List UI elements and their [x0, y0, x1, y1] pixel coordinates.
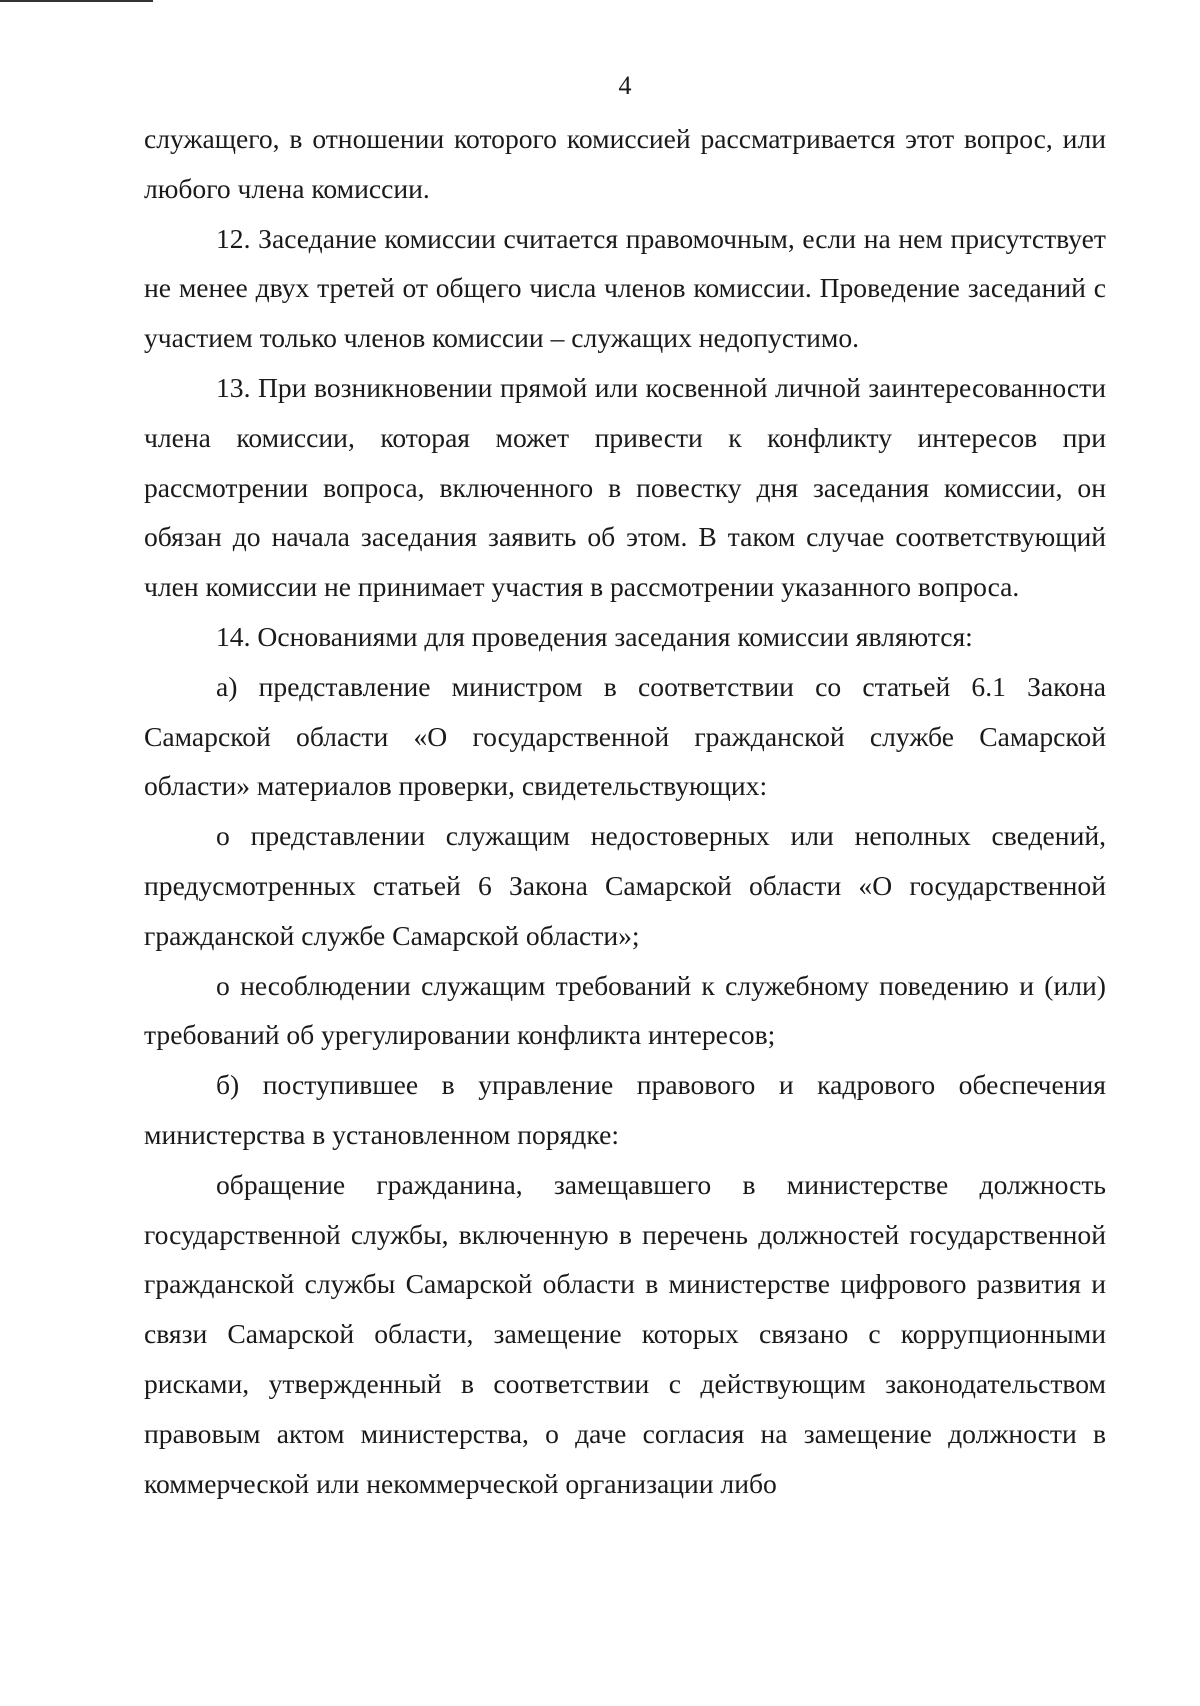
paragraph-item-14b: б) поступившее в управление правового и кадрового обеспечения министерства в установленном порядке: [144, 1069, 1106, 1150]
paragraph-subitem-citizen-appeal: обращение гражданина, замещавшего в министерстве должность государственной службы, включенную в перечень должностей государственной гражданской службы Самарской области в министерстве цифрового развития и связи Самарской области, замещение которых связано с коррупционными рисками, утвержденный в соответствии с действующим законодательством правовым актом министерства, о даче согласия на замещение должности в коммерческой или некоммерческой организации либо [144, 1168, 1106, 1499]
top-edge-rule [0, 0, 153, 2]
paragraph-continuation: служащего, в отношении которого комиссией рассматривается этот вопрос, или любого члена комиссии. [144, 123, 1106, 204]
paragraph-item-12: 12. Заседание комиссии считается правомочным, если на нем присутствует не менее двух третей от общего числа членов комиссии. Проведение заседаний с участием только членов комиссии – служащих недопустимо. [144, 222, 1106, 354]
paragraph-subitem-conduct-requirements: о несоблюдении служащим требований к служебному поведению и (или) требований об урегулировании конфликта интересов; [144, 969, 1106, 1051]
paragraph-item-14a: а) представление министром в соответствии со статьей 6.1 Закона Самарской области «О государственной гражданской службе Самарской области» материалов проверки, свидетельствующих: [144, 670, 1106, 802]
paragraph-item-14: 14. Основаниями для проведения заседания комиссии являются: [216, 620, 973, 652]
document-body [144, 114, 1106, 1508]
paragraph-item-13: 13. При возникновении прямой или косвенной личной заинтересованности члена комиссии, которая может привести к конфликту интересов при рассмотрении вопроса, включенного в повестку дня заседания комиссии, он обязан до начала заседания заявить об этом. В таком случае соответствующий член комиссии не принимает участия в рассмотрении указанного вопроса. [144, 371, 1106, 603]
page-number: 4 [618, 71, 632, 100]
paragraph-subitem-unreliable-info: о представлении служащим недостоверных или неполных сведений, предусмотренных статьей 6 Закона Самарской области «О государственной гражданской службе Самарской области»; [144, 820, 1106, 951]
